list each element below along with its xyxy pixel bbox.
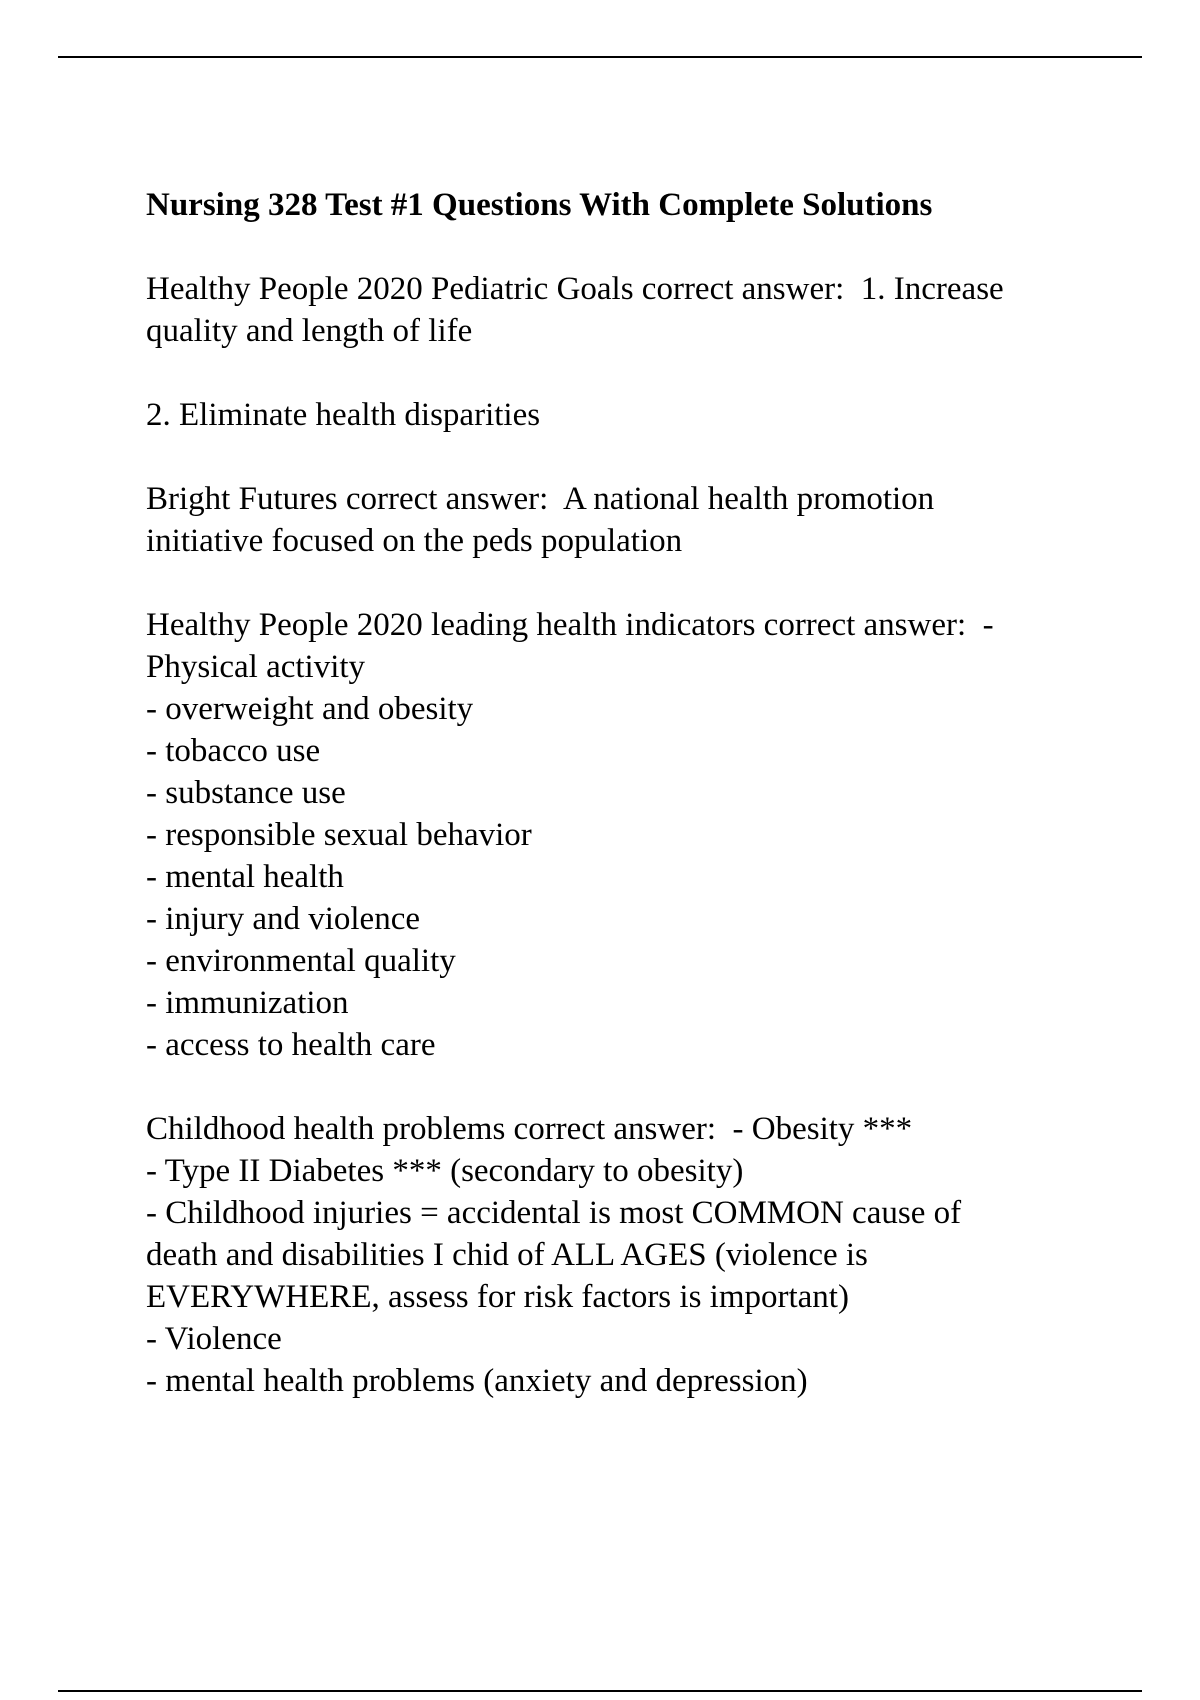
text-line: death and disabilities I chid of ALL AGES (violence is bbox=[146, 1237, 868, 1273]
text-line: Childhood health problems correct answer: - Obesity *** bbox=[146, 1111, 913, 1147]
entry-leading-health-indicators bbox=[146, 604, 1146, 1066]
list-item: - Type II Diabetes *** (secondary to obesity) bbox=[146, 1153, 744, 1189]
list-item: - tobacco use bbox=[146, 733, 321, 769]
top-rule bbox=[58, 56, 1142, 58]
text-line: initiative focused on the peds population bbox=[146, 523, 683, 559]
list-item: - environmental quality bbox=[146, 943, 456, 979]
entry-eliminate-disparities bbox=[146, 394, 1146, 436]
list-item: - Violence bbox=[146, 1321, 282, 1357]
text-line: 2. Eliminate health disparities bbox=[146, 397, 541, 433]
list-item: - overweight and obesity bbox=[146, 691, 474, 727]
list-item: - mental health bbox=[146, 859, 344, 895]
list-item: - immunization bbox=[146, 985, 349, 1021]
document-body bbox=[146, 184, 1146, 1444]
document-title: Nursing 328 Test #1 Questions With Complete Solutions bbox=[146, 187, 933, 223]
text-line: Healthy People 2020 leading health indicators correct answer: - bbox=[146, 607, 994, 643]
entry-pediatric-goals bbox=[146, 268, 1146, 352]
list-item: - mental health problems (anxiety and depression) bbox=[146, 1363, 808, 1399]
list-item: - access to health care bbox=[146, 1027, 436, 1063]
list-item: - injury and violence bbox=[146, 901, 420, 937]
entry-childhood-health-problems bbox=[146, 1108, 1146, 1402]
list-item: - substance use bbox=[146, 775, 346, 811]
list-item: - responsible sexual behavior bbox=[146, 817, 532, 853]
text-line: Physical activity bbox=[146, 649, 366, 685]
bottom-rule bbox=[58, 1690, 1142, 1692]
text-line: Bright Futures correct answer: A national health promotion bbox=[146, 481, 935, 517]
text-line: EVERYWHERE, assess for risk factors is important) bbox=[146, 1279, 849, 1315]
list-item: - Childhood injuries = accidental is most COMMON cause of bbox=[146, 1195, 962, 1231]
text-line: Healthy People 2020 Pediatric Goals correct answer: 1. Increase bbox=[146, 271, 1004, 307]
text-line: quality and length of life bbox=[146, 313, 473, 349]
entry-bright-futures bbox=[146, 478, 1146, 562]
